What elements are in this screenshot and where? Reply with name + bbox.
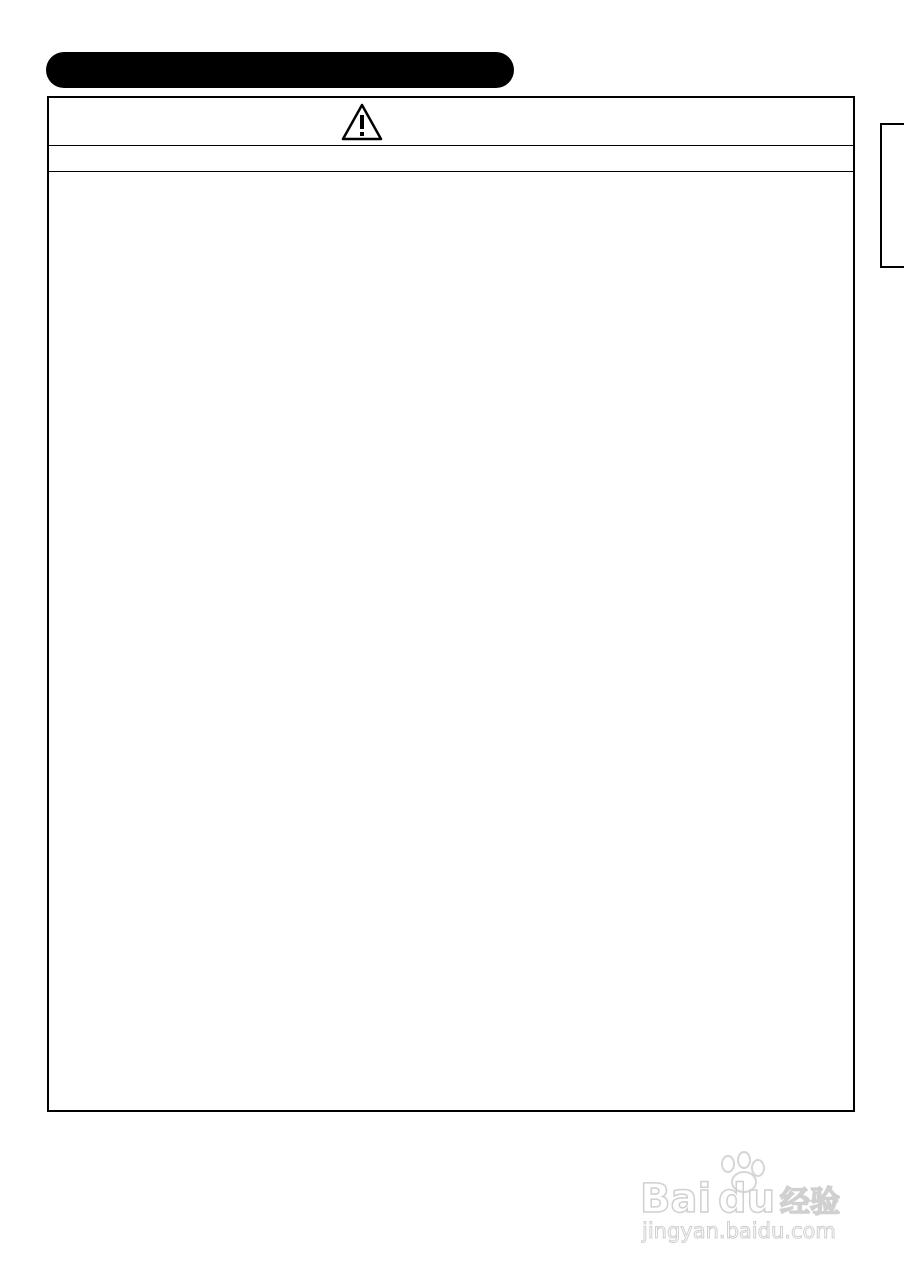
- svg-text:jingyan.baidu.com: jingyan.baidu.com: [642, 1219, 836, 1243]
- svg-text:du: du: [718, 1176, 776, 1222]
- warning-box: [47, 96, 855, 1112]
- svg-text:经验: 经验: [780, 1185, 840, 1220]
- language-tab: [880, 123, 904, 268]
- svg-text:Bai: Bai: [640, 1176, 712, 1222]
- risk-statement: [49, 146, 853, 172]
- page-title: [46, 52, 514, 88]
- warning-triangle-icon: [341, 103, 383, 141]
- warning-header: [49, 98, 853, 146]
- baidu-watermark: [640, 1150, 850, 1245]
